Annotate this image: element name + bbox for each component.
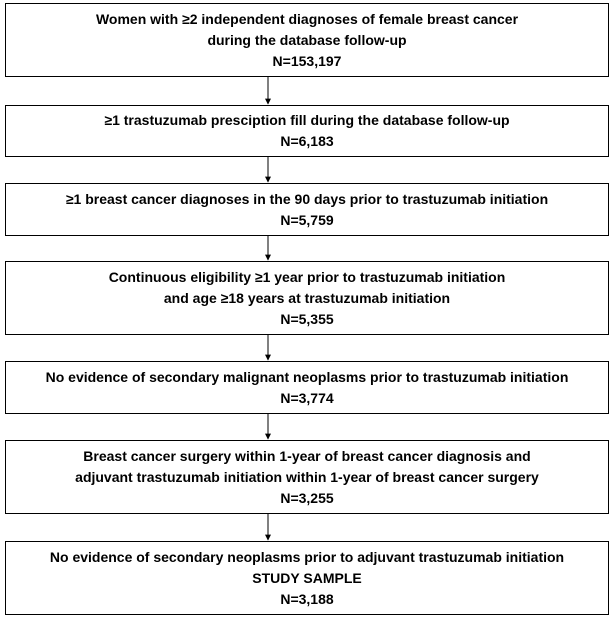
box-continuous-eligibility [5, 261, 609, 335]
box-diagnoses-90-days [5, 183, 609, 236]
box-line: adjuvant trastuzumab initiation within 1-year of breast cancer surgery [75, 468, 539, 485]
box-line: ≥1 trastuzumab presciption fill during the database follow-up [104, 112, 510, 128]
box-line: ≥1 breast cancer diagnoses in the 90 days prior to trastuzumab initiation [65, 190, 549, 207]
box-line: and age ≥18 years at trastuzumab initiation [163, 289, 451, 306]
box-line: No evidence of secondary neoplasms prior to adjuvant trastuzumab initiation [49, 548, 565, 565]
box-count: N=3,774 [280, 389, 334, 406]
box-line: Women with ≥2 independent diagnoses of female breast cancer [95, 10, 519, 27]
box-count: N=3,188 [280, 590, 334, 607]
box-count: N=6,183 [280, 133, 334, 149]
box-count: N=5,355 [280, 310, 334, 327]
box-line: Breast cancer surgery within 1-year of breast cancer diagnosis and [83, 447, 531, 464]
box-trastuzumab-fill [5, 105, 609, 157]
box-women-breast-cancer [5, 3, 609, 77]
box-line: No evidence of secondary malignant neoplasms prior to trastuzumab initiation [45, 368, 569, 385]
box-line: Continuous eligibility ≥1 year prior to trastuzumab initiation [108, 268, 506, 285]
box-count: N=5,759 [280, 211, 334, 228]
box-count: N=153,197 [272, 52, 342, 69]
box-no-secondary-malignant [5, 361, 609, 414]
box-line: STUDY SAMPLE [252, 569, 362, 586]
box-line: during the database follow-up [207, 31, 407, 48]
box-breast-cancer-surgery [5, 440, 609, 514]
box-count: N=3,255 [280, 489, 334, 506]
box-study-sample [5, 541, 609, 615]
